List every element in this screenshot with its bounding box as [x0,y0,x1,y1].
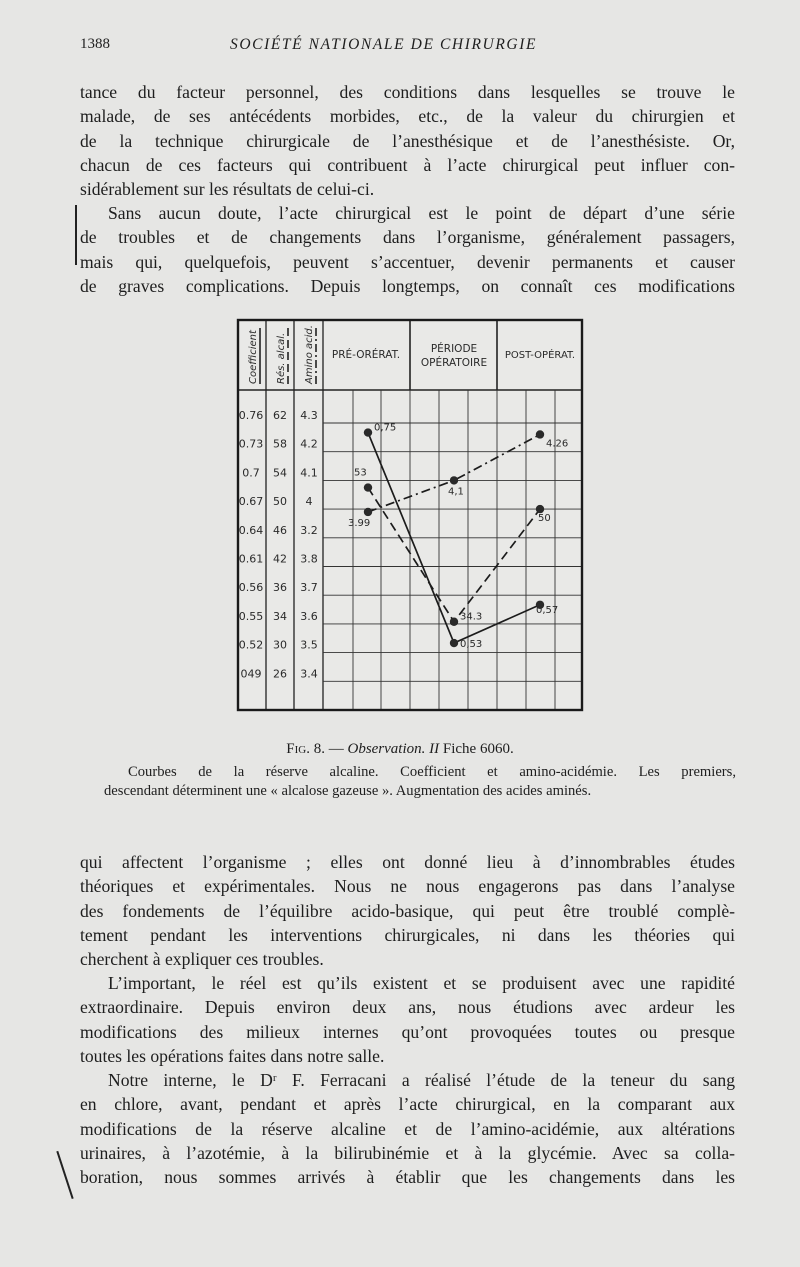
scale-tick-res-alcal: 62 [273,409,287,422]
data-point [450,476,458,484]
text-line: boration, nous sommes arrivés à établir que les changements dans les [80,1167,735,1188]
paragraph-3 [80,850,735,971]
caption-observation: Observation. II [347,741,440,757]
text-line: sidérablement sur les résultats de celui-ci. [80,179,375,200]
paragraph-2 [80,201,735,298]
data-point [536,505,544,513]
page-number: 1388 [80,36,110,52]
period-label-post: POST-OPÉRAT. [504,350,576,361]
data-label: 0,57 [536,604,559,616]
scale-tick-amino-acid: 4.3 [300,409,318,422]
scale-tick-coefficient: 0.7 [242,466,260,480]
scale-tick-amino-acid: 3.2 [300,523,318,537]
scale-tick-coefficient: 0.73 [238,437,264,451]
scale-tick-res-alcal: 34 [273,609,287,623]
text-line: modifications des milieux internes qu’ont provoquées toutes ou presque [80,1021,735,1042]
text-line: L’important, le réel est qu’ils existent et se produisent avec une rapidité [108,973,735,993]
text-line: malade, de ses antécédents morbides, etc., de la valeur du chirurgien et [80,106,735,127]
figure-caption-title [0,741,800,758]
scale-tick-amino-acid: 3.6 [300,609,318,623]
figure-label: Fig. 8. [286,741,325,757]
scale-tick-amino-acid: 4 [305,495,313,509]
period-label-during-2: OPÉRATOIRE [420,357,488,369]
scale-tick-coefficient: 0.52 [238,638,264,652]
paragraph-1 [80,80,735,201]
data-label: 50 [538,513,551,525]
data-point [364,428,372,436]
text-line: de graves complications. Depuis longtemps, on connaît ces modifications [80,275,735,296]
data-point [364,483,372,491]
scale-tick-coefficient: 0.67 [238,495,264,509]
text-line: des fondements de l’équilibre acido-basique, qui peut être troublé complè- [80,900,735,921]
axis-header-coefficient: Coefficient [248,330,259,384]
figure-chart [236,318,586,713]
axis-header-amino-acid: Amino acid. [304,325,315,384]
text-line: tance du facteur personnel, des conditions dans lesquelles se trouve le [80,82,735,102]
data-label: 4.26 [546,438,569,450]
caption-line: Courbes de la réserve alcaline. Coefficient et amino-acidémie. Les premiers, [128,764,736,780]
text-line: Notre interne, le Dʳ F. Ferracani a réalisé l’étude de la teneur du sang [108,1070,735,1090]
scale-tick-coefficient: 049 [240,667,262,681]
text-line: Sans aucun doute, l’acte chirurgical est le point de départ d’une série [108,203,735,223]
period-label-during-1: PÉRIODE [430,343,478,355]
scale-tick-res-alcal: 36 [273,581,287,595]
data-point [536,430,544,438]
axis-header-res-alcal: Rés. alcal. [276,332,287,384]
chart-svg [236,318,586,713]
data-point [450,639,458,647]
text-line: chacun de ces facteurs qui contribuent à l’acte chirurgical peut influer con- [80,154,735,175]
scale-tick-coefficient: 0.56 [238,581,264,595]
scale-tick-coefficient: 0.55 [238,609,264,623]
scale-tick-res-alcal: 58 [273,437,287,451]
data-point [364,508,372,516]
scale-tick-amino-acid: 3.4 [300,667,318,681]
text-line: toutes les opérations faites dans notre salle. [80,1045,385,1066]
data-label: 0,75 [374,422,397,434]
data-label: 4,1 [448,486,464,498]
data-label: 53 [354,467,367,479]
journal-title: SOCIÉTÉ NATIONALE DE CHIRURGIE [230,36,538,53]
paragraph-5 [80,1068,735,1189]
paragraph-4 [80,971,735,1068]
margin-annotation-mark [56,1151,73,1199]
scale-tick-amino-acid: 3.8 [300,552,318,566]
data-point [450,618,458,626]
caption-fiche: Fiche 6060. [439,741,514,757]
text-line: cherchent à expliquer ces troubles. [80,949,324,970]
text-line: modifications de la réserve alcaline et de l’amino-acidémie, aux altérations [80,1118,735,1139]
scale-tick-amino-acid: 4.1 [300,466,318,480]
data-label: 3.99 [348,517,371,529]
text-line: mais qui, quelquefois, peuvent s’accentuer, devenir permanents et causer [80,251,735,272]
caption-line: descendant déterminent une « alcalose gazeuse ». Augmentation des acides aminés. [104,782,592,799]
text-line: extraordinaire. Depuis environ deux ans, nous étudions avec ardeur les [80,997,735,1018]
figure-caption-body [104,763,736,800]
scale-tick-amino-acid: 3.7 [300,581,318,595]
scale-tick-res-alcal: 46 [273,523,287,537]
text-line: de la technique chirurgicale de l’anesthésique et de l’anesthésiste. Or, [80,130,735,151]
caption-dash: — [324,741,348,757]
text-line: théoriques et expérimentales. Nous ne nous engagerons pas dans l’analyse [80,876,735,897]
data-label: 34.3 [460,611,483,623]
scale-tick-res-alcal: 50 [273,495,287,509]
text-line: en chlore, avant, pendant et après l’acte chirurgical, en la comparant aux [80,1094,735,1115]
scale-tick-coefficient: 0.61 [238,552,264,566]
text-line: urinaires, à l’azotémie, à la bilirubinémie et à la glycémie. Avec sa colla- [80,1142,735,1163]
scale-tick-amino-acid: 4.2 [300,437,318,451]
scale-tick-coefficient: 0.76 [238,409,264,422]
data-label: 0,53 [460,639,483,651]
running-head [80,36,735,60]
text-line: qui affectent l’organisme ; elles ont donné lieu à d’innombrables études [80,852,735,872]
scale-tick-res-alcal: 30 [273,638,287,652]
scale-tick-res-alcal: 26 [273,667,287,681]
scale-tick-coefficient: 0.64 [238,523,264,537]
scale-tick-amino-acid: 3.5 [300,638,318,652]
text-line: de troubles et de changements dans l’organisme, généralement passagers, [80,227,735,248]
period-label-pre: PRÉ-ORÉRAT. [331,349,401,361]
scale-tick-res-alcal: 54 [273,466,287,480]
scale-tick-res-alcal: 42 [273,552,287,566]
text-line: tement pendant les interventions chirurgicales, ni dans les théories qui [80,924,735,945]
margin-annotation-mark [75,205,77,265]
